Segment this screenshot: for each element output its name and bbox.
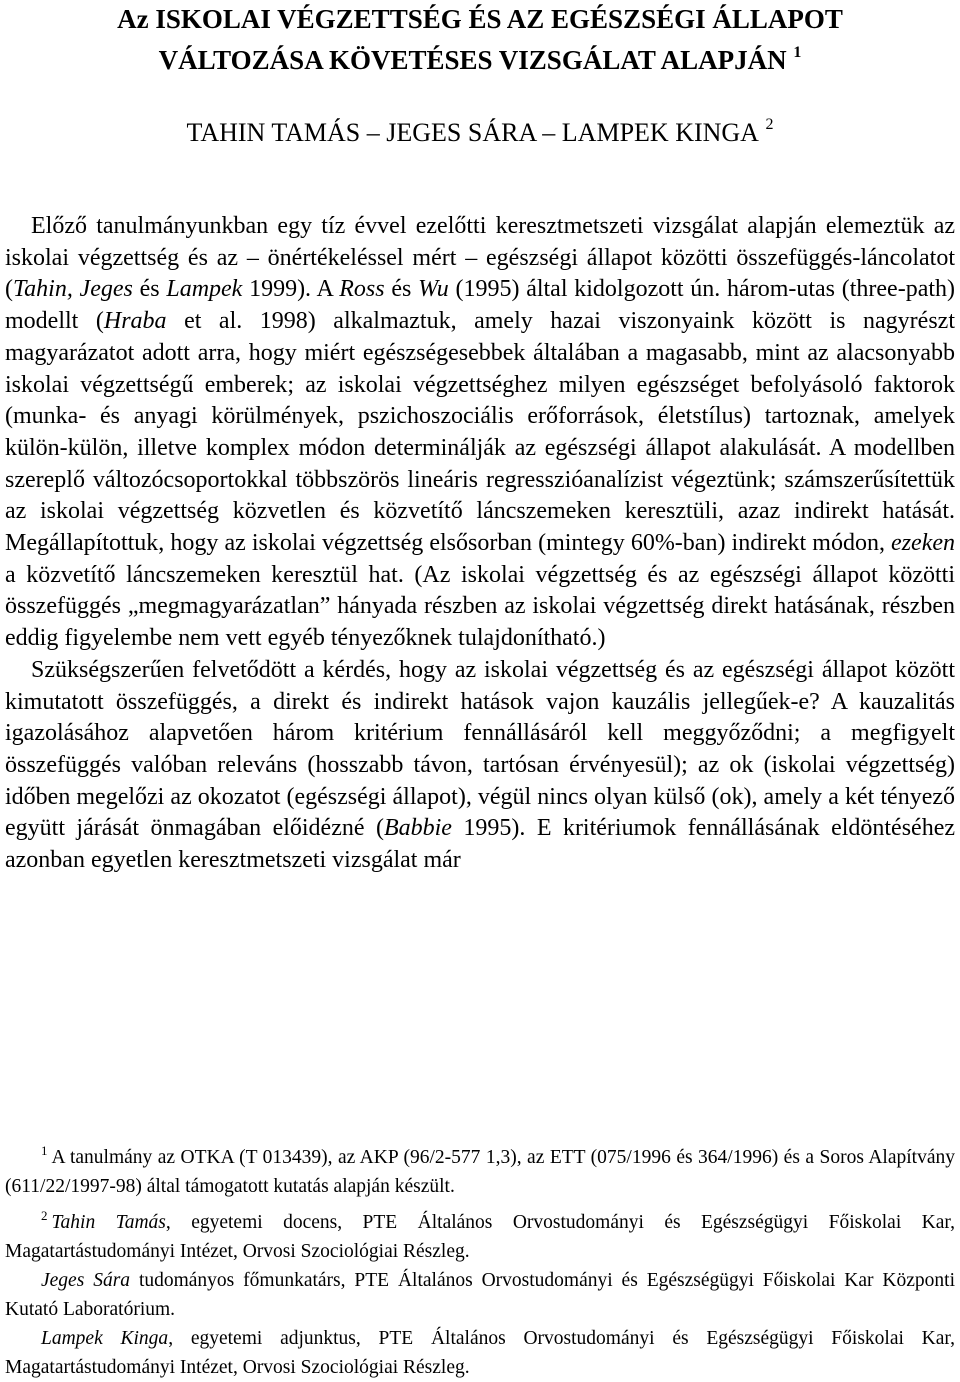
- author-footnote-mark: 2: [765, 116, 774, 133]
- p1-emphasis-1: ezeken: [891, 530, 955, 557]
- footnote-1: [5, 1136, 955, 1201]
- p2-citation-1: Babbie: [383, 815, 452, 842]
- paragraph-1: [5, 211, 955, 655]
- footnote-4-name: Lampek Kinga: [41, 1328, 169, 1349]
- footnote-4: [5, 1324, 955, 1382]
- footnotes: [5, 1136, 955, 1382]
- footnote-3-name: Jeges Sára: [41, 1270, 131, 1291]
- p1-citation-5: Hraba: [103, 308, 167, 335]
- p2-text-2: 1995). E kritériumok fennállásának eldöntéséhez azonban egyetlen keresztmetszeti vizsgálat már: [5, 815, 956, 874]
- footnote-3: [5, 1266, 955, 1324]
- p1-text-5: (1995) által kidolgozott ún. három-utas (three-path) modellt (: [5, 276, 956, 335]
- p1-text-1: Előző tanulmányunkban egy tíz évvel ezelőtti keresztmetszeti vizsgálat alapján elemeztük az iskolai végzettség és az – önértékeléssel mért – egészségi állapot közötti összefüggés-láncolatot (: [5, 213, 955, 303]
- title-line-2-text: VÁLTOZÁSA KÖVETÉSES VIZSGÁLAT ALAPJÁN: [158, 45, 787, 75]
- footnote-1-mark: 1: [41, 1143, 48, 1158]
- p1-text-4: és: [384, 276, 419, 303]
- p1-citation-4: Wu: [418, 276, 449, 303]
- paragraph-2: [5, 655, 955, 877]
- footnote-1-text: A tanulmány az OTKA (T 013439), az AKP (96/2-577 1,3), az ETT (075/1996 és 364/1996) és a Soros Alapítvány (611/22/1997-98) által támogatott kutatás alapján készült.: [5, 1147, 955, 1197]
- p1-citation-2: Lampek: [166, 276, 243, 303]
- p1-text-7: a közvetítő láncszemeken keresztül hat. (Az iskolai végzettség és az egészségi állapot közötti összefüggés „megmagyarázatlan” hányada részben az iskolai végzettség direkt hatásának, részben eddig figyelembe nem vett egyéb tényezőknek tulajdonítható.): [5, 561, 955, 652]
- author-line: [0, 109, 960, 149]
- body-text: [5, 211, 955, 877]
- title-footnote-mark: 1: [793, 44, 802, 61]
- p1-citation-1: Tahin, Jeges: [13, 276, 133, 303]
- footnote-2-name: Tahin Tamás: [51, 1212, 166, 1233]
- title-line-2: [0, 36, 960, 77]
- article-title: [0, 2, 960, 77]
- footnote-2-mark: 2: [41, 1208, 48, 1223]
- p1-text-3: 1999). A: [242, 276, 340, 303]
- p2-text-1: Szükségszerűen felvetődött a kérdés, hogy az iskolai végzettség és az egészségi állapot között kimutatott összefüggés, a direkt és indirekt hatások vajon kauzális jellegűek-e? A kauzalitás igazolásához alapvetően három kritérium fennállásáról kell meggyőződni; a megfigyelt összefüggés valóban releváns (hosszabb távon, tartósan érvényesül); az ok (iskolai végzettség) időben megelőzi az okozatot (egészségi állapot), végül nincs olyan külső (ok), amely a két tényező együtt járását önmagában előidézné (: [5, 656, 955, 842]
- footnote-2: [5, 1201, 955, 1266]
- footnote-4-text: , egyetemi adjunktus, PTE Általános Orvostudományi és Egészségügyi Főiskolai Kar, Magatartástudományi Intézet, Orvosi Szociológiai Részleg.: [5, 1328, 955, 1378]
- p1-text-2: és: [132, 276, 167, 303]
- footnote-3-text: tudományos főmunkatárs, PTE Általános Orvostudományi és Egészségügyi Főiskolai Kar Központi Kutató Laboratórium.: [5, 1270, 955, 1320]
- author-names: TAHIN TAMÁS – JEGES SÁRA – LAMPEK KINGA: [186, 118, 759, 147]
- title-line-1: Az ISKOLAI VÉGZETTSÉG ÉS AZ EGÉSZSÉGI ÁLLAPOT: [117, 4, 843, 34]
- p1-text-6: et al. 1998) alkalmaztuk, amely hazai viszonyaink között is nagyrészt magyarázatot adott arra, hogy miért egészségesebbek általában a magasabb, mint az alacsonyabb iskolai végzettségű emberek; az iskolai végzettséghez milyen egészséget befolyásoló faktorok (munka- és anyagi körülmények, pszichoszociális erőforrások, életstílus) tartoznak, amelyek külön-külön, illetve komplex módon determinálják az egészségi állapot alakulását. A modellben szereplő változócsoportokkal többszörös lineáris regresszióanalízist végeztünk; számszerűsítettük az iskolai végzettség közvetlen és közvetítő láncszemeken keresztüli, azaz indirekt hatását. Megállapítottuk, hogy az iskolai végzettség elsősorban (mintegy 60%-ban) indirekt módon,: [5, 308, 955, 557]
- p1-citation-3: Ross: [339, 276, 385, 303]
- footnote-2-text: , egyetemi docens, PTE Általános Orvostudományi és Egészségügyi Főiskolai Kar, Magatartástudományi Intézet, Orvosi Szociológiai Részleg.: [5, 1212, 955, 1262]
